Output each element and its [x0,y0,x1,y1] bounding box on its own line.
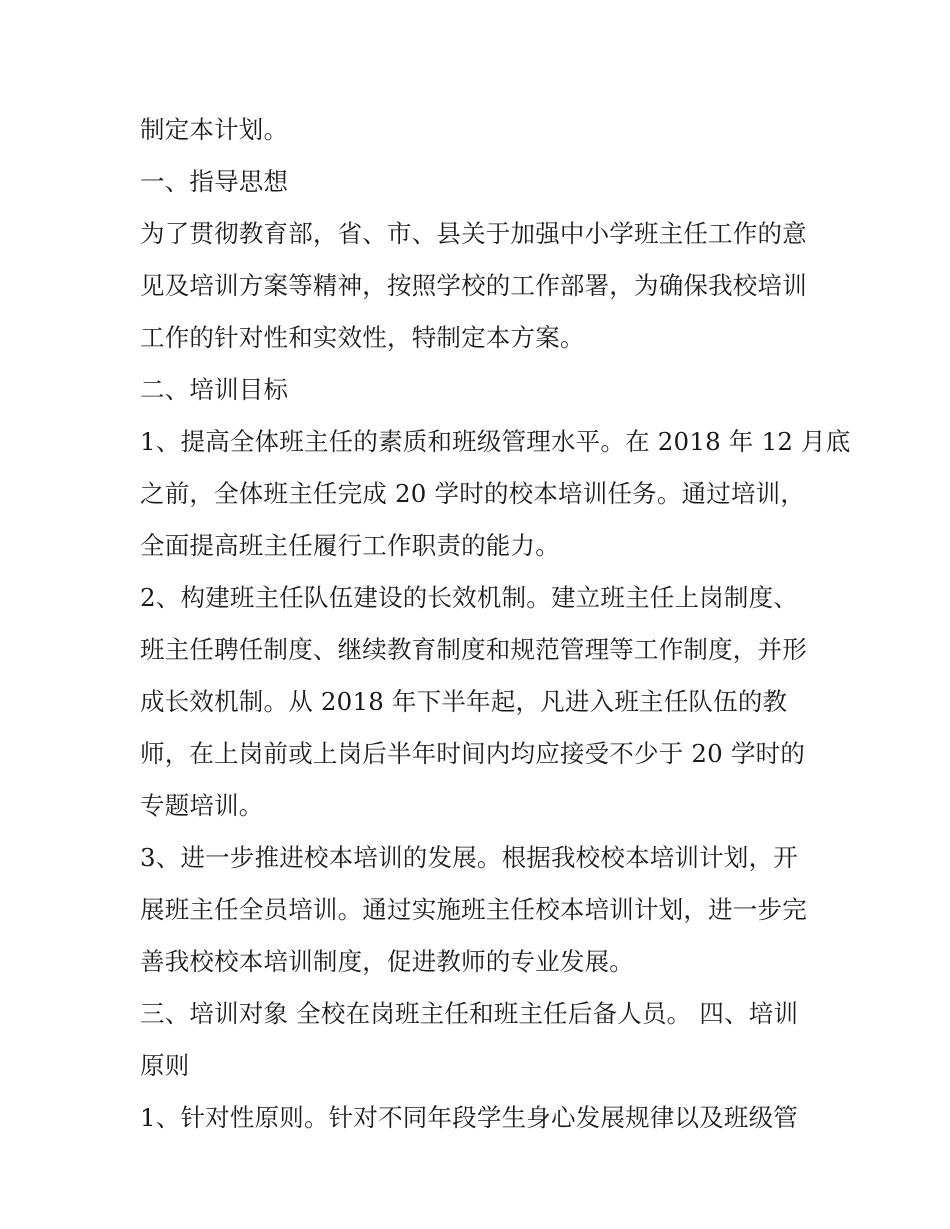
section-heading: 一、指导思想 [140,167,289,196]
text-line: 原则 [140,1051,190,1080]
text-line: 展班主任全员培训。通过实施班主任校本培训计划，进一步完 [140,895,807,924]
text-line: 成长效机制。从 2018 年下半年起，凡进入班主任队伍的教 [140,687,788,716]
text-line: 为了贯彻教育部，省、市、县关于加强中小学班主任工作的意 [140,219,807,248]
text-line: 善我校校本培训制度，促进教师的专业发展。 [140,947,634,976]
text-line: 1、提高全体班主任的素质和班级管理水平。在 2018 年 12 月底 [140,427,851,456]
text-line: 师，在上岗前或上岗后半年时间内均应接受不少于 20 学时的 [140,739,806,768]
text-line: 3、进一步推进校本培训的发展。根据我校校本培训计划，开 [140,843,798,872]
text-line: 工作的针对性和实效性，特制定本方案。 [140,323,585,352]
section-heading: 二、培训目标 [140,375,289,404]
text-line: 见及培训方案等精神，按照学校的工作部署，为确保我校培训 [140,271,807,300]
text-line: 2、构建班主任队伍建设的长效机制。建立班主任上岗制度、 [140,583,798,612]
text-line: 之前，全体班主任完成 20 学时的校本培训任务。通过培训， [140,479,806,508]
text-line: 1、针对性原则。针对不同年段学生身心发展规律以及班级管 [140,1103,798,1132]
text-line: 三、培训对象 全校在岗班主任和班主任后备人员。 四、培训 [140,999,799,1028]
text-line: 班主任聘任制度、继续教育制度和规范管理等工作制度，并形 [140,635,807,664]
text-line: 制定本计划。 [140,115,289,144]
text-line: 专题培训。 [140,791,264,820]
text-line: 全面提高班主任履行工作职责的能力。 [140,531,560,560]
